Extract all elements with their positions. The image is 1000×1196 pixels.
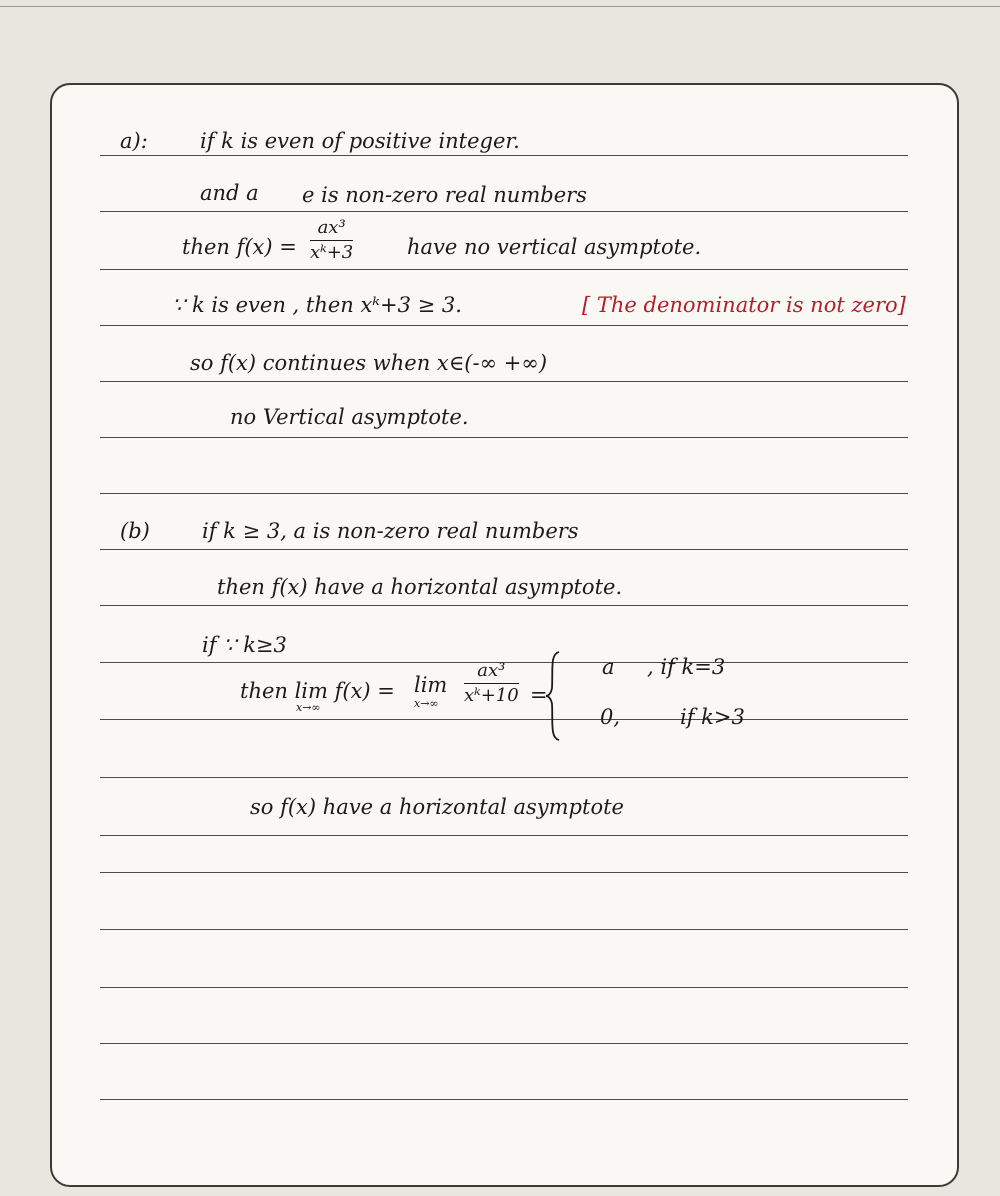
fraction-denominator: xᵏ+10 [464, 684, 519, 706]
ruled-line [100, 872, 908, 873]
fraction-denominator: xᵏ+3 [310, 241, 354, 263]
part-b-line-5: so f(x) have a horizontal asymptote [250, 795, 624, 819]
ruled-line [100, 381, 908, 382]
limit-subscript: x→∞ [296, 701, 321, 714]
part-a-label: a): [120, 129, 148, 153]
ruled-line [100, 269, 908, 270]
limit-operator: lim [414, 673, 448, 697]
ruled-line [100, 437, 908, 438]
part-b-line-4-then: then lim f(x) = [240, 679, 395, 703]
part-a-line-4: ∵ k is even , then xᵏ+3 ≥ 3. [172, 293, 462, 317]
part-b-line-1: if k ≥ 3, a is non-zero real numbers [202, 519, 579, 543]
part-a-denominator-note: [ The denominator is not zero] [582, 293, 906, 317]
ruled-line [100, 549, 908, 550]
ruled-line [100, 929, 908, 930]
fraction-bar [310, 240, 353, 241]
part-a-line-3-prefix: then f(x) = [182, 235, 297, 259]
ruled-line [100, 1099, 908, 1100]
case-2-condition: if k>3 [680, 705, 745, 729]
fraction-numerator: ax³ [477, 660, 506, 681]
ruled-line [100, 719, 908, 720]
part-a-line-5: so f(x) continues when x∈(-∞ +∞) [190, 351, 548, 375]
part-b-line-2: then f(x) have a horizontal asymptote. [217, 575, 623, 599]
part-a-line-6: no Vertical asymptote. [230, 405, 469, 429]
top-edge-line [0, 0, 1000, 7]
ruled-line [100, 835, 908, 836]
part-a-fraction [310, 218, 353, 263]
part-b-label: (b) [120, 519, 150, 543]
case-1-condition: , if k=3 [647, 655, 726, 679]
part-a-line-3-suffix: have no vertical asymptote. [407, 235, 702, 259]
part-a-line-2-suffix: e is non-zero real numbers [302, 183, 587, 207]
ruled-line [100, 987, 908, 988]
limit-subscript-2: x→∞ [414, 697, 439, 710]
part-b-fraction [464, 661, 519, 706]
case-1-value: a [602, 655, 615, 679]
ruled-line [100, 211, 908, 212]
equals-sign: = [530, 683, 548, 707]
ruled-line [100, 155, 908, 156]
notebook-page [50, 83, 959, 1187]
part-a-line-1: if k is even of positive integer. [200, 129, 520, 153]
ruled-line [100, 325, 908, 326]
ruled-line [100, 493, 908, 494]
ruled-line [100, 1043, 908, 1044]
ruled-line [100, 777, 908, 778]
fraction-numerator: ax³ [317, 217, 346, 238]
curly-brace-icon [544, 650, 562, 742]
ruled-line [100, 605, 908, 606]
case-2-value: 0, [600, 705, 621, 729]
part-b-line-3: if ∵ k≥3 [202, 633, 287, 657]
fraction-bar [464, 683, 519, 684]
part-a-line-2-prefix: and a [200, 181, 259, 205]
